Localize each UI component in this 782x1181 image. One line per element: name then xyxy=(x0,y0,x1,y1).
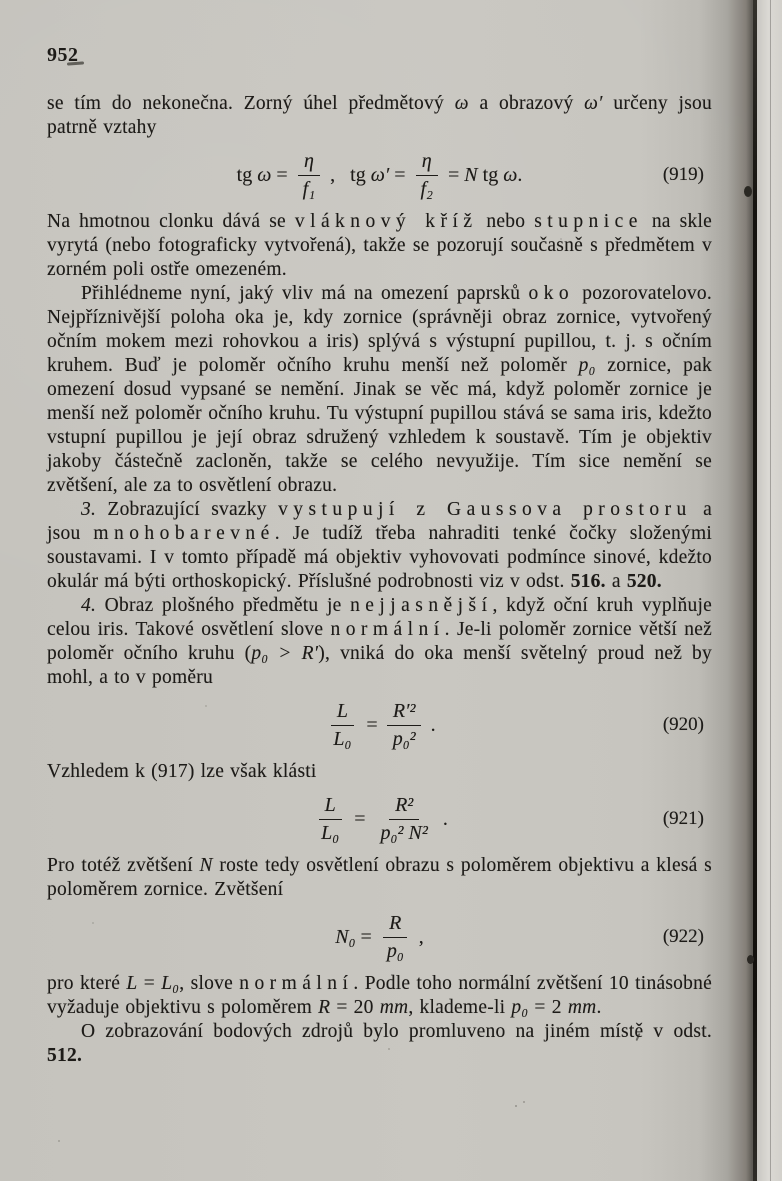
fraction xyxy=(415,150,440,200)
page-edge-nick xyxy=(747,955,754,964)
text-run: , tg xyxy=(325,163,371,186)
text-run: = xyxy=(349,807,371,830)
math-variable: L₀ xyxy=(161,973,180,994)
page-number: 952 xyxy=(47,44,79,66)
paragraph xyxy=(47,594,712,690)
adjacent-page-edge xyxy=(757,0,782,1181)
math-variable: N xyxy=(464,163,478,186)
math-variable: N₀ xyxy=(335,925,356,948)
fraction-numerator: η xyxy=(416,150,438,175)
text-run: tg xyxy=(236,163,258,186)
math-variable: p₀ xyxy=(578,355,596,376)
page-content xyxy=(47,44,712,1068)
text-run: = 20 xyxy=(330,997,380,1018)
text-run: O zobrazování bodových zdrojů bylo promluveno na jiném místě v odst. xyxy=(81,1021,712,1042)
fraction-denominator: p₀ xyxy=(386,939,404,962)
letterspaced-text: normální xyxy=(239,973,354,994)
text-run: roste tedy osvětlení obrazu s poloměrem objektivu a klesá s poloměrem zornice. Zvětšení xyxy=(47,855,712,900)
math-variable: ω′ xyxy=(584,93,603,114)
equation xyxy=(47,909,712,965)
equation-number: (920) xyxy=(662,714,704,735)
fraction-numerator: R′² xyxy=(387,700,422,725)
text-run: Přihlédneme nyní, jaký vliv má na omezení paprsků xyxy=(81,283,529,304)
paragraph xyxy=(47,92,712,140)
math-variable: 3. xyxy=(81,499,97,520)
text-run: pro které xyxy=(47,973,127,994)
text-run: = xyxy=(271,163,293,186)
math-variable: ω′ xyxy=(370,163,390,186)
fraction-numerator: η xyxy=(298,150,320,175)
text-run: , klademe-li xyxy=(408,997,512,1018)
text-run: Na hmotnou clonku dává se xyxy=(47,211,295,232)
text-run: . xyxy=(437,807,448,830)
page-edge-nick xyxy=(744,186,752,197)
text-run: . Podle toho normální zvětšení 10 tinásobné vyžaduje objektivu s poloměrem xyxy=(47,973,712,1018)
fraction xyxy=(327,700,357,750)
letterspaced-text: oko xyxy=(528,283,575,304)
fraction-denominator: f₂ xyxy=(420,177,434,200)
text-run: Obraz plošného předmětu je xyxy=(96,595,351,616)
paragraph xyxy=(47,760,712,784)
text-run: a jsou xyxy=(47,499,712,544)
math-variable: 4. xyxy=(81,595,97,616)
bold-reference: 516. xyxy=(570,571,606,592)
fraction-numerator: L xyxy=(331,700,354,725)
letterspaced-text: vystupují z Gaussova prostoru xyxy=(278,499,692,520)
equation-body xyxy=(323,700,435,750)
text-run: zornice, pak omezení dosud vypsané se nemění. Jinak se věc má, když poloměr zornice je menší než poloměr očního kruhu. Tu výstupní pupillou stává se sama iris, kdežto vstupní pupillou je její obraz sdružený vzhledem k soustavě. Tím je objektiv jakoby částečně zacloněn, takže se celého nevyužije. Tím sice nemění se zvětšení, ale za to osvětlení obrazu. xyxy=(47,355,712,496)
letterspaced-text: stupnice xyxy=(534,211,643,232)
text-run: Pro totéž zvětšení xyxy=(47,855,200,876)
paragraph xyxy=(47,854,712,902)
text-run: = xyxy=(137,973,162,994)
math-variable: mm xyxy=(379,997,409,1018)
bold-reference: 512. xyxy=(47,1045,83,1066)
text-run: a obrazový xyxy=(468,93,585,114)
math-variable: L xyxy=(126,973,138,994)
letterspaced-text: vláknový kříž xyxy=(294,211,478,232)
letterspaced-text: nejjasnější xyxy=(350,595,493,616)
text-run: = xyxy=(389,163,411,186)
equation xyxy=(47,791,712,847)
equation-number: (919) xyxy=(662,164,704,185)
equation-number: (921) xyxy=(662,808,704,829)
equation-body xyxy=(335,912,424,962)
text-run: . xyxy=(425,713,436,736)
bold-reference: 520. xyxy=(626,571,662,592)
math-variable: N xyxy=(199,855,213,876)
text-run: nebo xyxy=(477,211,535,232)
math-variable: R xyxy=(318,997,331,1018)
math-variable: mm xyxy=(567,997,597,1018)
text-run: , xyxy=(413,925,424,948)
fraction-denominator: L₀ xyxy=(333,727,352,750)
text-run: , když oční kruh vyplňuje celou iris. Takové osvětlení slove xyxy=(47,595,712,640)
text-run: Zobrazující svazky xyxy=(96,499,279,520)
text-run: na skle vyrytá (nebo fotograficky vytvořená), takže se pozorují současně s předmětem v zorném poli ostře omezeném. xyxy=(47,211,712,280)
equation-body xyxy=(237,150,523,200)
equation xyxy=(47,697,712,753)
math-variable: ω xyxy=(454,93,469,114)
text-run: = xyxy=(355,925,377,948)
text-run: tg xyxy=(477,163,504,186)
paragraph xyxy=(47,498,712,594)
text-run: určeny jsou patrně vztahy xyxy=(47,93,712,138)
text-run: = xyxy=(361,713,383,736)
fraction-denominator: p₀² N² xyxy=(380,821,428,844)
text-run: Vzhledem k (917) lze však klásti xyxy=(47,761,317,782)
fraction-denominator: p₀² xyxy=(392,727,416,750)
text-run: pozorovatelovo. Nejpříznivější poloha oka je, kdy zornice (správněji obraz zornice, vytvořený očním mokem mezi rohovkou a iris) splývá s výstupní pupillou, t. j. s očním kruhem. Buď je poloměr očního kruhu menší než poloměr xyxy=(47,283,712,376)
text-run: = 2 xyxy=(528,997,568,1018)
fraction-denominator: f₁ xyxy=(302,177,316,200)
fraction xyxy=(387,700,422,750)
fraction xyxy=(381,912,410,962)
fraction-numerator: R xyxy=(383,912,407,937)
paragraph xyxy=(47,210,712,282)
text-run: ), vniká do oka menší světelný proud než by mohl, a to v poměru xyxy=(47,643,713,688)
text-run: . Je-li poloměr zornice větší než poloměr očního kruhu ( xyxy=(47,619,713,664)
equation xyxy=(47,147,712,203)
text-run: . xyxy=(517,163,523,186)
fraction xyxy=(315,794,345,844)
fraction-numerator: L xyxy=(319,794,342,819)
paragraph xyxy=(47,972,712,1020)
math-variable: ω xyxy=(257,163,272,186)
letterspaced-text: normální xyxy=(330,619,445,640)
letterspaced-text: mnohobarevné xyxy=(93,523,275,544)
equation-body xyxy=(311,794,448,844)
fraction-denominator: L₀ xyxy=(321,821,340,844)
text-run: = xyxy=(443,163,465,186)
fraction xyxy=(297,150,322,200)
math-variable: p₀ > R′ xyxy=(251,643,319,664)
text-run: . Je tudíž třeba nahraditi tenké čočky složenými soustavami. I v tomto případě má objektiv vyhovovati podmínce sinové, kdežto okulár má býti orthoskopický. Příslušné podrobnosti viz v odst. xyxy=(47,523,713,592)
text-run: . xyxy=(596,997,602,1018)
paragraph xyxy=(47,1020,712,1068)
text-run: a xyxy=(605,571,627,592)
text-run: , slove xyxy=(179,973,240,994)
text-run: se tím do nekonečna. Zorný úhel předmětový xyxy=(47,93,455,114)
page-body xyxy=(47,92,712,1068)
adjacent-page-edge-line xyxy=(770,0,771,1181)
fraction xyxy=(375,794,434,844)
math-variable: ω xyxy=(503,163,518,186)
fraction-numerator: R² xyxy=(389,794,419,819)
math-variable: p₀ xyxy=(511,997,529,1018)
paragraph xyxy=(47,282,712,498)
equation-number: (922) xyxy=(662,926,704,947)
